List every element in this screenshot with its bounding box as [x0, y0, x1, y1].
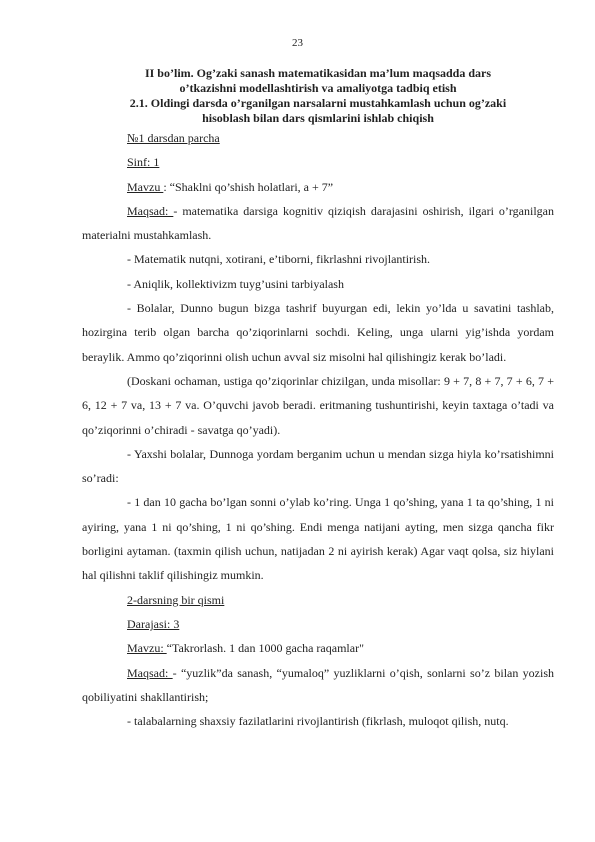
lesson1-goal-text: - matematika darsiga kognitiv qiziqish darajasini oshirish, ilgari o’rganilgan materialni mustahkamlash.	[82, 203, 554, 243]
lesson2-title-text: 2-darsning bir qismi	[127, 592, 225, 607]
lesson2-topic	[82, 636, 554, 660]
lesson1-grade-text: Sinf: 1	[127, 155, 160, 170]
lesson1-para4: - 1 dan 10 gacha bo’lgan sonni o’ylab ko’ring. Unga 1 qo’shing, yana 1 ta qo’shing, 1 ni ayiring, yana 1 ni qo’shing, 1 ni qo’shing. Endi menga natijani ayting, men sizga qancha fikr borligini aytaman. (taxmin qilish uchun, natijadan 2 ni ayirish kerak) Agar vaqt qolsa, siz hiylani hal qilishni taklif qilishingiz mumkin.	[82, 495, 554, 583]
section-title-line1: 2.1. Oldingi darsda o’rganilgan narsalarni mustahkamlash uchun og’zaki	[129, 96, 507, 110]
lesson1-para3: - Yaxshi bolalar, Dunnoga yordam berganim uchun u mendan sizga hiyla ko’rsatishimni so’radi:	[82, 446, 554, 486]
page-number: 23	[292, 37, 303, 49]
lesson1-goal3: - Aniqlik, kollektivizm tuyg’usini tarbiyalash	[127, 276, 344, 291]
lesson1-goal2: - Matematik nutqni, xotirani, e’tiborni, fikrlashni rivojlantirish.	[127, 252, 431, 267]
lesson2-level-text: Darajasi: 3	[127, 616, 180, 631]
lesson1-topic-text: : “Shaklni qo’shish holatlari, a + 7”	[163, 179, 334, 194]
lesson1-para2: (Doskani ochaman, ustiga qo’ziqorinlar chizilgan, unda misollar: 9 + 7, 8 + 7, 7 + 6, 7 + 6, 12 + 7 va, 13 + 7 va. O’quvchi javob beradi. eritmaning tushuntirishi, keyin taxtaga o’tadi va qo’ziqorinni o’chiradi - savatga qo’yadi).	[82, 373, 554, 437]
lesson1-title-text: №1 darsdan parcha	[127, 131, 220, 145]
lesson1-topic-label: Mavzu	[127, 179, 164, 194]
lesson2-topic-text: “Takrorlash. 1 dan 1000 gacha raqamlar"	[166, 641, 364, 656]
lesson2-goal2: - talabalarning shaxsiy fazilatlarini rivojlantirish (fikrlash, muloqot qilish, nutq.	[127, 714, 509, 729]
lesson2-topic-label: Mavzu:	[127, 641, 167, 656]
chapter-title-line2: o’tkazishni modellashtirish va amaliyotga tadbiq etish	[179, 81, 457, 95]
lesson2-level	[82, 612, 554, 636]
chapter-title-line1: II bo’lim. Og’zaki sanash matematikasidan ma’lum maqsadda dars	[144, 66, 492, 80]
section-title-line2: hisoblash bilan dars qismlarini ishlab chiqish	[202, 111, 434, 125]
lesson1-para1: - Bolalar, Dunno bugun bizga tashrif buyurgan edi, lekin yo’lda u savatini tashlab, hozirgina terib olgan barcha qo’ziqorinlarni sochdi. Keling, unga ularni yig’ishda yordam beraylik. Ammo qo’ziqorinni olish uchun avval siz misolni hal qilishingiz kerak bo’ladi.	[82, 301, 554, 364]
lesson1-goal	[82, 199, 554, 248]
lesson2-goal	[82, 661, 554, 710]
lesson1-title	[82, 126, 554, 150]
lesson2-goal-label: Maqsad:	[127, 665, 173, 680]
lesson2-title	[82, 588, 554, 612]
headings	[82, 66, 554, 126]
lesson1-topic	[82, 175, 554, 199]
document-body	[82, 126, 554, 733]
lesson1-goal-label: Maqsad:	[127, 203, 174, 218]
lesson1-grade	[82, 150, 554, 174]
lesson2-goal-text: - “yuzlik”da sanash, “yumaloq” yuzliklarni o’qish, sonlarni so’z bilan yozish qobiliyatini shakllantirish;	[82, 665, 554, 704]
